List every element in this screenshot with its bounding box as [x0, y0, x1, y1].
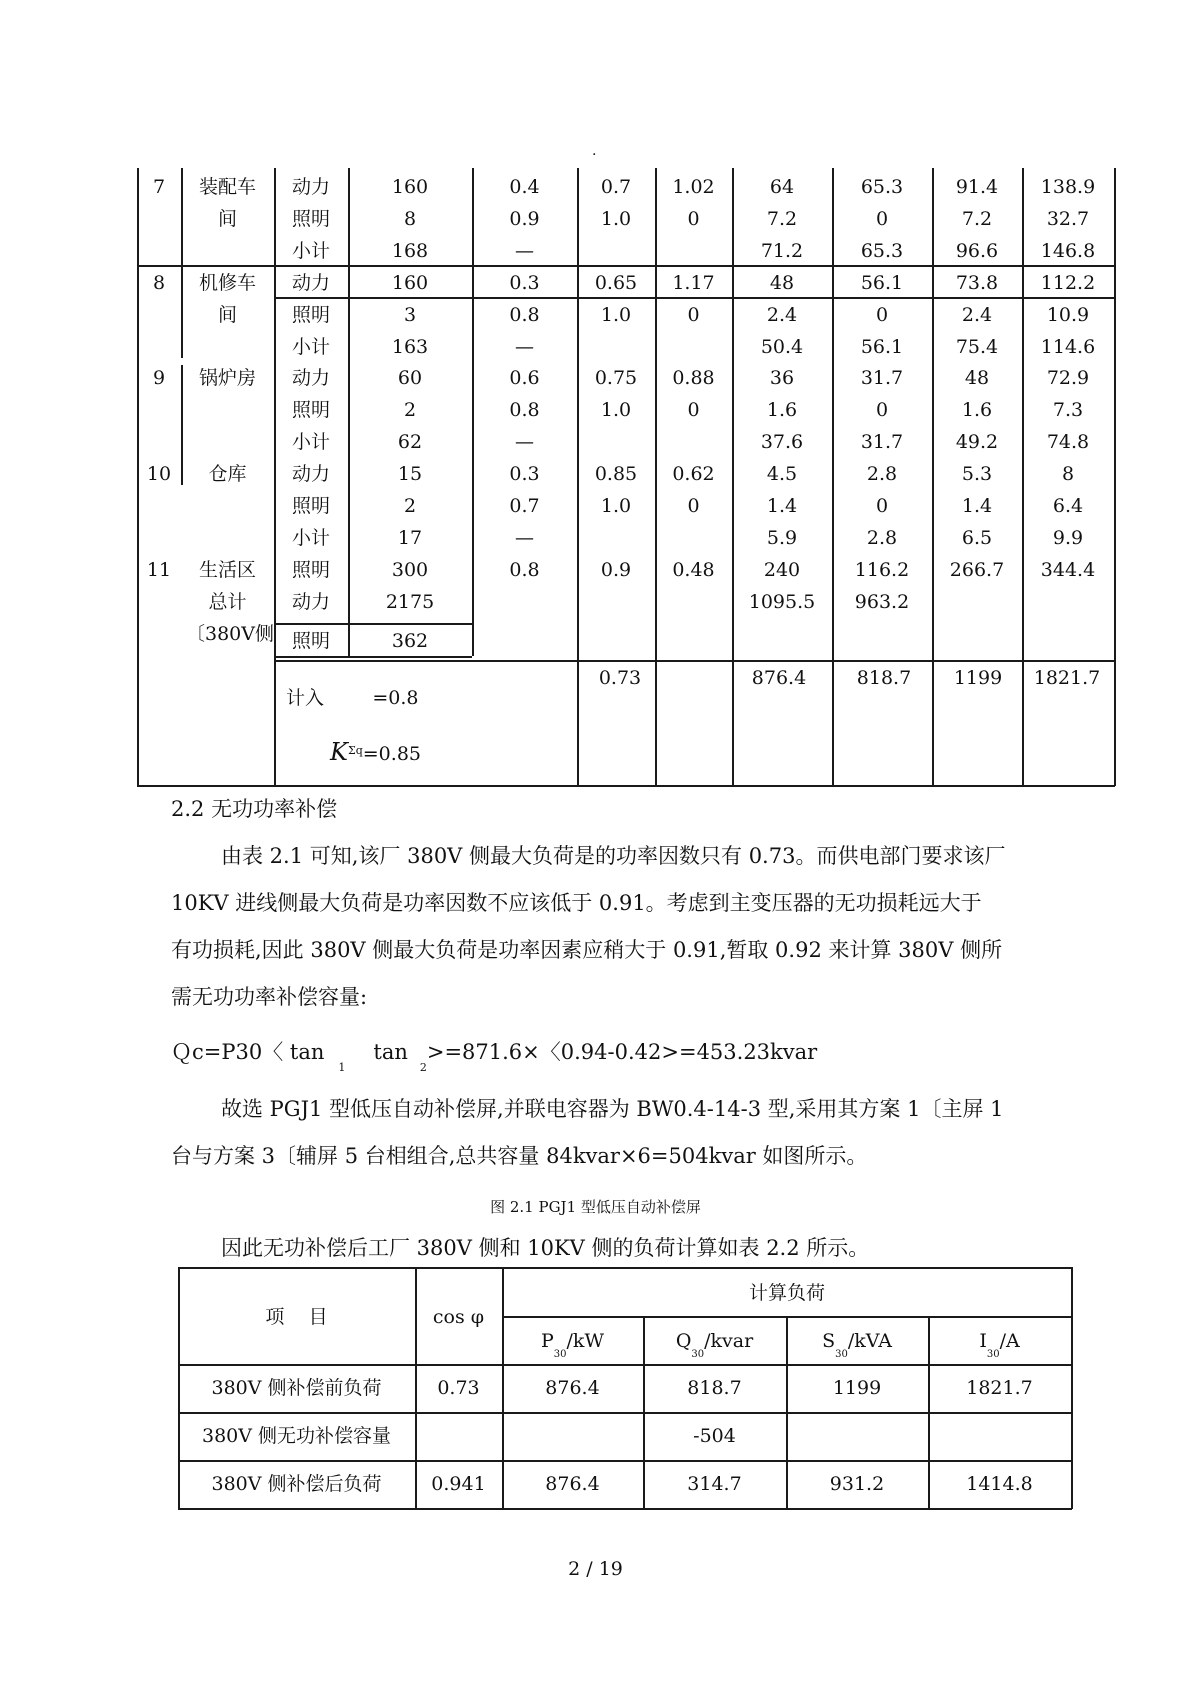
cell-s: 2.4: [961, 303, 993, 326]
row3-cos: 0.941: [431, 1473, 486, 1495]
cell-no: 7: [152, 176, 166, 198]
cell-s: 48: [964, 367, 990, 390]
row1-q: 818.7: [687, 1377, 742, 1399]
cell-cos: 0.65: [594, 271, 638, 294]
cell-name: 生活区: [198, 558, 256, 581]
table-rule: [137, 785, 1115, 787]
cell-cat: 照明: [291, 399, 330, 422]
cell-kd: 0.8: [509, 558, 540, 581]
cell-i: 32.7: [1046, 207, 1090, 230]
cell-tan: 1.02: [672, 176, 715, 198]
cell-p: 71.2: [760, 239, 804, 262]
formula-part-a: Ｑc=P30〈 tan: [171, 1040, 325, 1064]
cell-cat: 照明: [291, 303, 330, 326]
cell-name: 机修车: [198, 271, 256, 294]
final-cos: 0.73: [598, 667, 642, 689]
cell-no: 10: [146, 463, 172, 486]
cell-cos: 0.9: [600, 558, 632, 581]
cell-s: 7.2: [961, 207, 993, 230]
cell-s: 1.4: [961, 495, 993, 517]
cell-p: 1.4: [766, 495, 798, 517]
cell-kd: 0.8: [509, 399, 540, 422]
cell-no: 8: [152, 271, 166, 294]
table-rule: [274, 297, 1115, 299]
header-s-symbol: S: [822, 1330, 836, 1352]
table-rule: [655, 168, 657, 786]
para3: 因此无功补偿后工厂 380V 侧和 10KV 侧的负荷计算如表 2.2 所示。: [221, 1236, 870, 1260]
cell-p: 50.4: [760, 335, 804, 358]
row2-item: 380V 侧无功补偿容量: [201, 1425, 392, 1447]
para1-line3: 有功损耗,因此 380V 侧最大负荷是功率因素应稍大于 0.91,暂取 0.92 来计算 380V 侧所: [171, 938, 1003, 962]
cell-p: 4.5: [766, 463, 798, 486]
cell-q: 2.8: [866, 463, 898, 486]
cell-cos: 1.0: [600, 399, 632, 422]
cell-pe: 160: [391, 176, 429, 198]
table-rule: [932, 168, 934, 786]
cell-i: 72.9: [1046, 367, 1090, 390]
row1-p: 876.4: [545, 1377, 600, 1399]
cell-q: 116.2: [854, 558, 910, 581]
cell-q: 56.1: [860, 335, 904, 358]
row3-item: 380V 侧补偿后负荷: [211, 1473, 382, 1495]
cell-q: 31.7: [860, 431, 904, 454]
header-i-unit: /A: [999, 1330, 1020, 1352]
page-number: 2 / 19: [568, 1558, 623, 1580]
row3-q: 314.7: [687, 1473, 742, 1495]
row3-p: 876.4: [545, 1473, 600, 1495]
cell-cos: 0.75: [594, 367, 638, 390]
header-s-unit: /kVA: [847, 1330, 892, 1352]
cell-pe: 2: [403, 399, 417, 422]
cell-s: 5.3: [961, 463, 993, 486]
cell-kd: 0.9: [509, 207, 540, 230]
cell-kd: 0.3: [509, 463, 540, 486]
final-s30: 1199: [953, 667, 1003, 689]
formula-part-b: tan: [373, 1040, 408, 1064]
cell-tan: 0: [687, 495, 700, 517]
cell-p: 1095.5: [748, 590, 816, 613]
cell-name: 锅炉房: [198, 367, 256, 390]
cell-q: 65.3: [860, 176, 904, 198]
cell-i: 344.4: [1040, 558, 1096, 581]
row2-q: -504: [693, 1425, 736, 1447]
cell-kd: —: [515, 526, 534, 549]
header-q-sub: 30: [691, 1349, 705, 1360]
figure-caption: 图 2.1 PGJ1 型低压自动补偿屏: [490, 1198, 701, 1216]
cell-s: 75.4: [955, 335, 999, 358]
cell-s: 1.6: [961, 399, 993, 422]
para1-line4: 需无功功率补偿容量:: [171, 985, 368, 1009]
table-rule: [274, 623, 472, 625]
cell-q: 0: [875, 495, 889, 517]
cell-tan: 0.88: [672, 367, 715, 390]
table-rule: [1022, 168, 1024, 786]
cell-q: 0: [875, 207, 889, 230]
cell-i: 6.4: [1052, 495, 1084, 517]
table-rule: [181, 168, 183, 358]
cell-name: 装配车: [198, 176, 256, 198]
cell-name: 间: [217, 303, 237, 326]
formula-part-c: >=871.6×〈0.94-0.42>=453.23kvar: [426, 1040, 818, 1064]
cell-kd: 0.3: [509, 271, 540, 294]
cell-cat: 小计: [291, 526, 330, 549]
row3-i: 1414.8: [966, 1473, 1033, 1495]
cell-pe: 62: [397, 431, 423, 454]
cell-cat: 动力: [291, 271, 330, 294]
table-rule: [472, 168, 474, 656]
cell-tan: 0: [687, 303, 700, 326]
header-p-unit: /kW: [566, 1330, 604, 1352]
final-p30: 876.4: [751, 667, 807, 689]
cell-p: 240: [763, 558, 801, 581]
formula-sub2: 2: [419, 1061, 427, 1074]
kq-subscript: Σq: [347, 744, 363, 757]
header-q-unit: /kvar: [704, 1330, 754, 1352]
cell-cat: 照明: [291, 558, 330, 581]
header-s-sub: 30: [835, 1349, 848, 1360]
row1-i: 1821.7: [966, 1377, 1033, 1399]
para2-line2: 台与方案 3〔辅屏 5 台相组合,总共容量 84kvar×6=504kvar 如图所示。: [171, 1144, 868, 1168]
cell-q: 2.8: [866, 526, 898, 549]
header-item: 项 目: [265, 1306, 328, 1328]
table-rule: [274, 660, 1115, 662]
cell-cos: 0.85: [594, 463, 638, 486]
cell-i: 74.8: [1046, 431, 1090, 454]
table-rule: [1114, 168, 1116, 786]
cell-p: 5.9: [766, 526, 798, 549]
row3-s: 931.2: [829, 1473, 885, 1495]
cell-kd: —: [515, 335, 534, 358]
cell-pe: 15: [397, 463, 423, 486]
cell-kd: 0.7: [509, 495, 540, 517]
cell-name: 间: [217, 207, 237, 230]
table-rule: [181, 365, 183, 485]
header-cos: cos φ: [432, 1306, 485, 1328]
cell-q: 65.3: [860, 239, 904, 262]
cell-p: 2.4: [766, 303, 798, 326]
cell-q: 56.1: [860, 271, 904, 294]
cell-no: 11: [146, 558, 172, 581]
row1-item: 380V 侧补偿前负荷: [211, 1377, 382, 1399]
cell-q: 31.7: [860, 367, 904, 390]
formula: [171, 1038, 817, 1082]
cell-i: 9.9: [1052, 526, 1084, 549]
cell-pe: 8: [403, 207, 417, 230]
para1-line2: 10KV 进线侧最大负荷是功率因数不应该低于 0.91。考虑到主变压器的无功损耗远大于: [171, 891, 982, 915]
header-i30: [928, 1329, 1071, 1367]
cell-kd: 0.8: [509, 303, 540, 326]
cell-i: 114.6: [1040, 335, 1096, 358]
cell-pe: 300: [391, 558, 429, 581]
total-side-label: 〔380V侧: [186, 623, 274, 645]
cell-s: 73.8: [955, 271, 999, 294]
row1-s: 1199: [832, 1377, 882, 1399]
table-rule: [274, 168, 276, 786]
cell-cat: 小计: [291, 239, 330, 262]
table-rule: [137, 168, 139, 786]
final-i30: 1821.7: [1033, 667, 1101, 689]
cell-i: 7.3: [1052, 399, 1084, 422]
cell-p: 36: [769, 367, 795, 390]
final-q30: 818.7: [856, 667, 912, 689]
cell-q: 0: [875, 399, 889, 422]
table-rule: [274, 656, 472, 658]
table-rule: [577, 168, 579, 786]
cell-cat: 小计: [291, 431, 330, 454]
section-heading: 2.2 无功功率补偿: [171, 797, 338, 821]
table-rule: [832, 168, 834, 786]
cell-no: 9: [152, 367, 166, 390]
cell-kd: 0.6: [509, 367, 540, 390]
header-p-symbol: P: [541, 1330, 554, 1352]
cell-pe: 163: [391, 335, 429, 358]
cell-s: 49.2: [955, 431, 999, 454]
kq-symbol: K: [330, 738, 348, 766]
table-rule: [137, 265, 1115, 267]
cell-cat: 小计: [291, 335, 330, 358]
cell-i: 8: [1061, 463, 1075, 486]
cell-s: 6.5: [961, 526, 993, 549]
cell-cat: 照明: [291, 495, 330, 517]
cell-cos: 0.7: [600, 176, 632, 198]
cell-cos: 1.0: [600, 495, 632, 517]
cell-s: 91.4: [955, 176, 999, 198]
cell-pe: 2: [403, 495, 417, 517]
header-dot: .: [592, 143, 597, 159]
formula-sub1: 1: [338, 1061, 346, 1074]
cell-name: 总计: [208, 590, 247, 613]
cell-cat: 动力: [291, 463, 330, 486]
cell-tan: 0.48: [672, 558, 715, 581]
cell-name: 仓库: [208, 463, 247, 486]
cell-pe: 17: [397, 526, 423, 549]
cell-q: 963.2: [854, 590, 910, 613]
cell-pe: 3: [403, 303, 417, 326]
cell-cos: 1.0: [600, 207, 632, 230]
cell-p: 7.2: [766, 207, 798, 230]
cell-cos: 1.0: [600, 303, 632, 326]
cell-tan: 1.17: [672, 271, 715, 294]
cell-i: 112.2: [1040, 271, 1096, 294]
table-rule: [732, 168, 734, 786]
header-p-sub: 30: [553, 1349, 567, 1360]
total-light-label: 照明: [291, 630, 330, 652]
header-p30: [502, 1329, 643, 1367]
cell-cat: 照明: [291, 207, 330, 230]
cell-p: 37.6: [760, 431, 804, 454]
header-s30: [786, 1329, 928, 1367]
total-light-value: 362: [391, 630, 429, 652]
cell-cat: 动力: [291, 367, 330, 390]
cell-tan: 0: [687, 207, 700, 230]
cell-pe: 168: [391, 239, 429, 262]
header-q-symbol: Q: [675, 1330, 692, 1352]
cell-i: 146.8: [1040, 239, 1096, 262]
kq-note: [330, 738, 421, 766]
cell-i: 10.9: [1046, 303, 1090, 326]
para1-line1: 由表 2.1 可知,该厂 380V 侧最大负荷是的功率因数只有 0.73。而供电部门要求该厂: [221, 844, 1006, 868]
cell-p: 48: [769, 271, 795, 294]
cell-pe: 2175: [385, 590, 435, 613]
para2-line1: 故选 PGJ1 型低压自动补偿屏,并联电容器为 BW0.4-14-3 型,采用其方案 1〔主屏 1: [221, 1097, 1004, 1121]
header-i-sub: 30: [986, 1349, 1000, 1360]
cell-s: 266.7: [949, 558, 1005, 581]
header-calc-load: 计算负荷: [748, 1282, 825, 1304]
header-i-symbol: I: [979, 1330, 987, 1352]
header-q30: [643, 1329, 786, 1367]
cell-pe: 160: [391, 271, 429, 294]
kp-note: 计入 =0.8: [286, 687, 419, 709]
cell-kd: —: [515, 431, 534, 454]
cell-p: 1.6: [766, 399, 798, 422]
cell-i: 138.9: [1040, 176, 1096, 198]
cell-s: 96.6: [955, 239, 999, 262]
cell-tan: 0.62: [672, 463, 715, 486]
cell-kd: 0.4: [509, 176, 540, 198]
cell-kd: —: [515, 239, 534, 262]
cell-pe: 60: [397, 367, 423, 390]
cell-cat: 动力: [291, 176, 330, 198]
cell-cat: 动力: [291, 590, 330, 613]
row1-cos: 0.73: [437, 1377, 480, 1399]
kq-value: =0.85: [362, 743, 421, 765]
cell-q: 0: [875, 303, 889, 326]
cell-p: 64: [769, 176, 795, 198]
cell-tan: 0: [687, 399, 700, 422]
table-rule: [348, 168, 350, 656]
